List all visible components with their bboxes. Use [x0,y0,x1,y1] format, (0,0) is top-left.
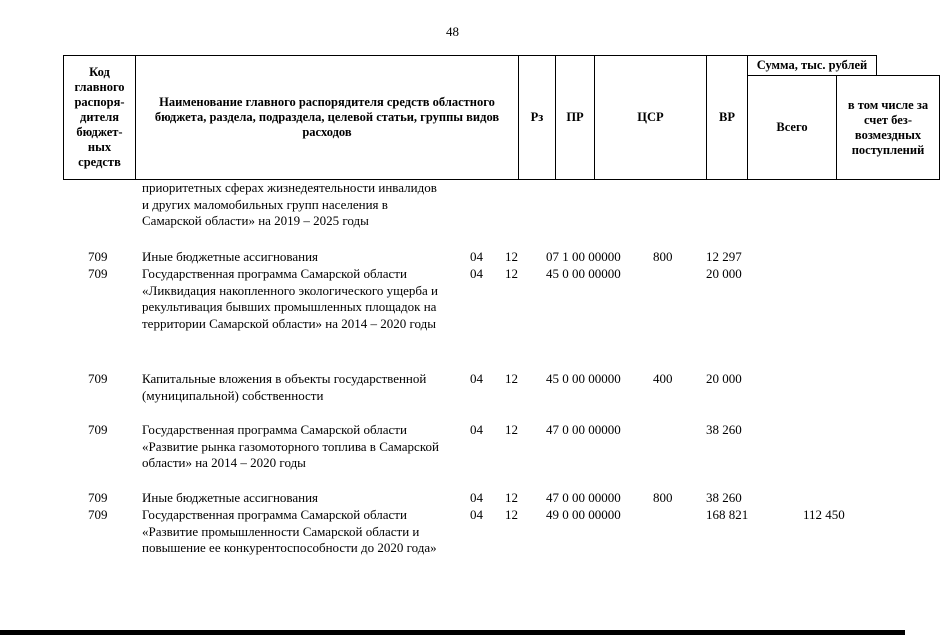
row-pr: 12 [505,266,518,281]
row-code: 709 [88,266,108,281]
row-code: 709 [88,371,108,386]
row-code: 709 [88,249,108,264]
header-free: в том числе за счет без-возмездных поступлений [836,75,940,180]
table-header [63,55,929,180]
row-total: 12 297 [706,249,742,264]
row-csr: 47 0 00 00000 [546,422,621,437]
row-pr: 12 [505,507,518,522]
header-vr: ВР [706,55,748,180]
header-code: Код главного распоря-дителя бюджет-ных средств [63,55,136,180]
row-rz: 04 [470,422,483,437]
row-csr: 49 0 00 00000 [546,507,621,522]
row-name: Государственная программа Самарской области «Развитие промышленности Самарской области и повышение ее конкурентоспособности до 2020 года» [142,507,437,556]
row-pr: 12 [505,422,518,437]
header-total: Всего [747,75,837,180]
header-sum: Сумма, тыс. рублей [747,55,877,76]
row-vr: 800 [653,249,673,264]
row-total: 20 000 [706,371,742,386]
row-name: Капитальные вложения в объекты государственной (муниципальной) собственности [142,371,427,403]
row-pr: 12 [505,490,518,505]
row-name: приоритетных сферах жизнедеятельности инвалидов и других маломобильных групп населения в Самарской области» на 2019 – 2025 годы [142,180,437,229]
row-rz: 04 [470,249,483,264]
row-pr: 12 [505,249,518,264]
row-rz: 04 [470,371,483,386]
row-csr: 07 1 00 00000 [546,249,621,264]
row-pr: 12 [505,371,518,386]
row-csr: 45 0 00 00000 [546,266,621,281]
row-name: Иные бюджетные ассигнования [142,249,319,264]
row-name: Государственная программа Самарской области «Ликвидация накопленного экологического ущерба и рекультивация бывших промышленных площадок на территории Самарской области» на 2014 – 2020 годы [142,266,439,332]
row-total: 38 260 [706,422,742,437]
row-csr: 45 0 00 00000 [546,371,621,386]
row-rz: 04 [470,266,483,281]
row-free: 112 450 [803,507,845,522]
row-total: 168 821 [706,507,749,522]
row-vr: 800 [653,490,673,505]
header-rz: Рз [518,55,556,180]
row-name: Иные бюджетные ассигнования [142,490,319,505]
row-code: 709 [88,490,108,505]
row-code: 709 [88,507,108,522]
row-rz: 04 [470,507,483,522]
row-code: 709 [88,422,108,437]
row-total: 20 000 [706,266,742,281]
row-vr: 400 [653,371,673,386]
bottom-border-bar [0,630,905,635]
row-total: 38 260 [706,490,742,505]
header-name: Наименование главного распорядителя средств областного бюджета, раздела, подраздела, целевой статьи, группы видов расходов [135,55,519,180]
page-number: 48 [446,24,459,39]
row-csr: 47 0 00 00000 [546,490,621,505]
header-pr: ПР [555,55,595,180]
row-rz: 04 [470,490,483,505]
header-csr: ЦСР [594,55,707,180]
row-name: Государственная программа Самарской области «Развитие рынка газомоторного топлива в Самарской области» на 2014 – 2020 годы [142,422,439,471]
